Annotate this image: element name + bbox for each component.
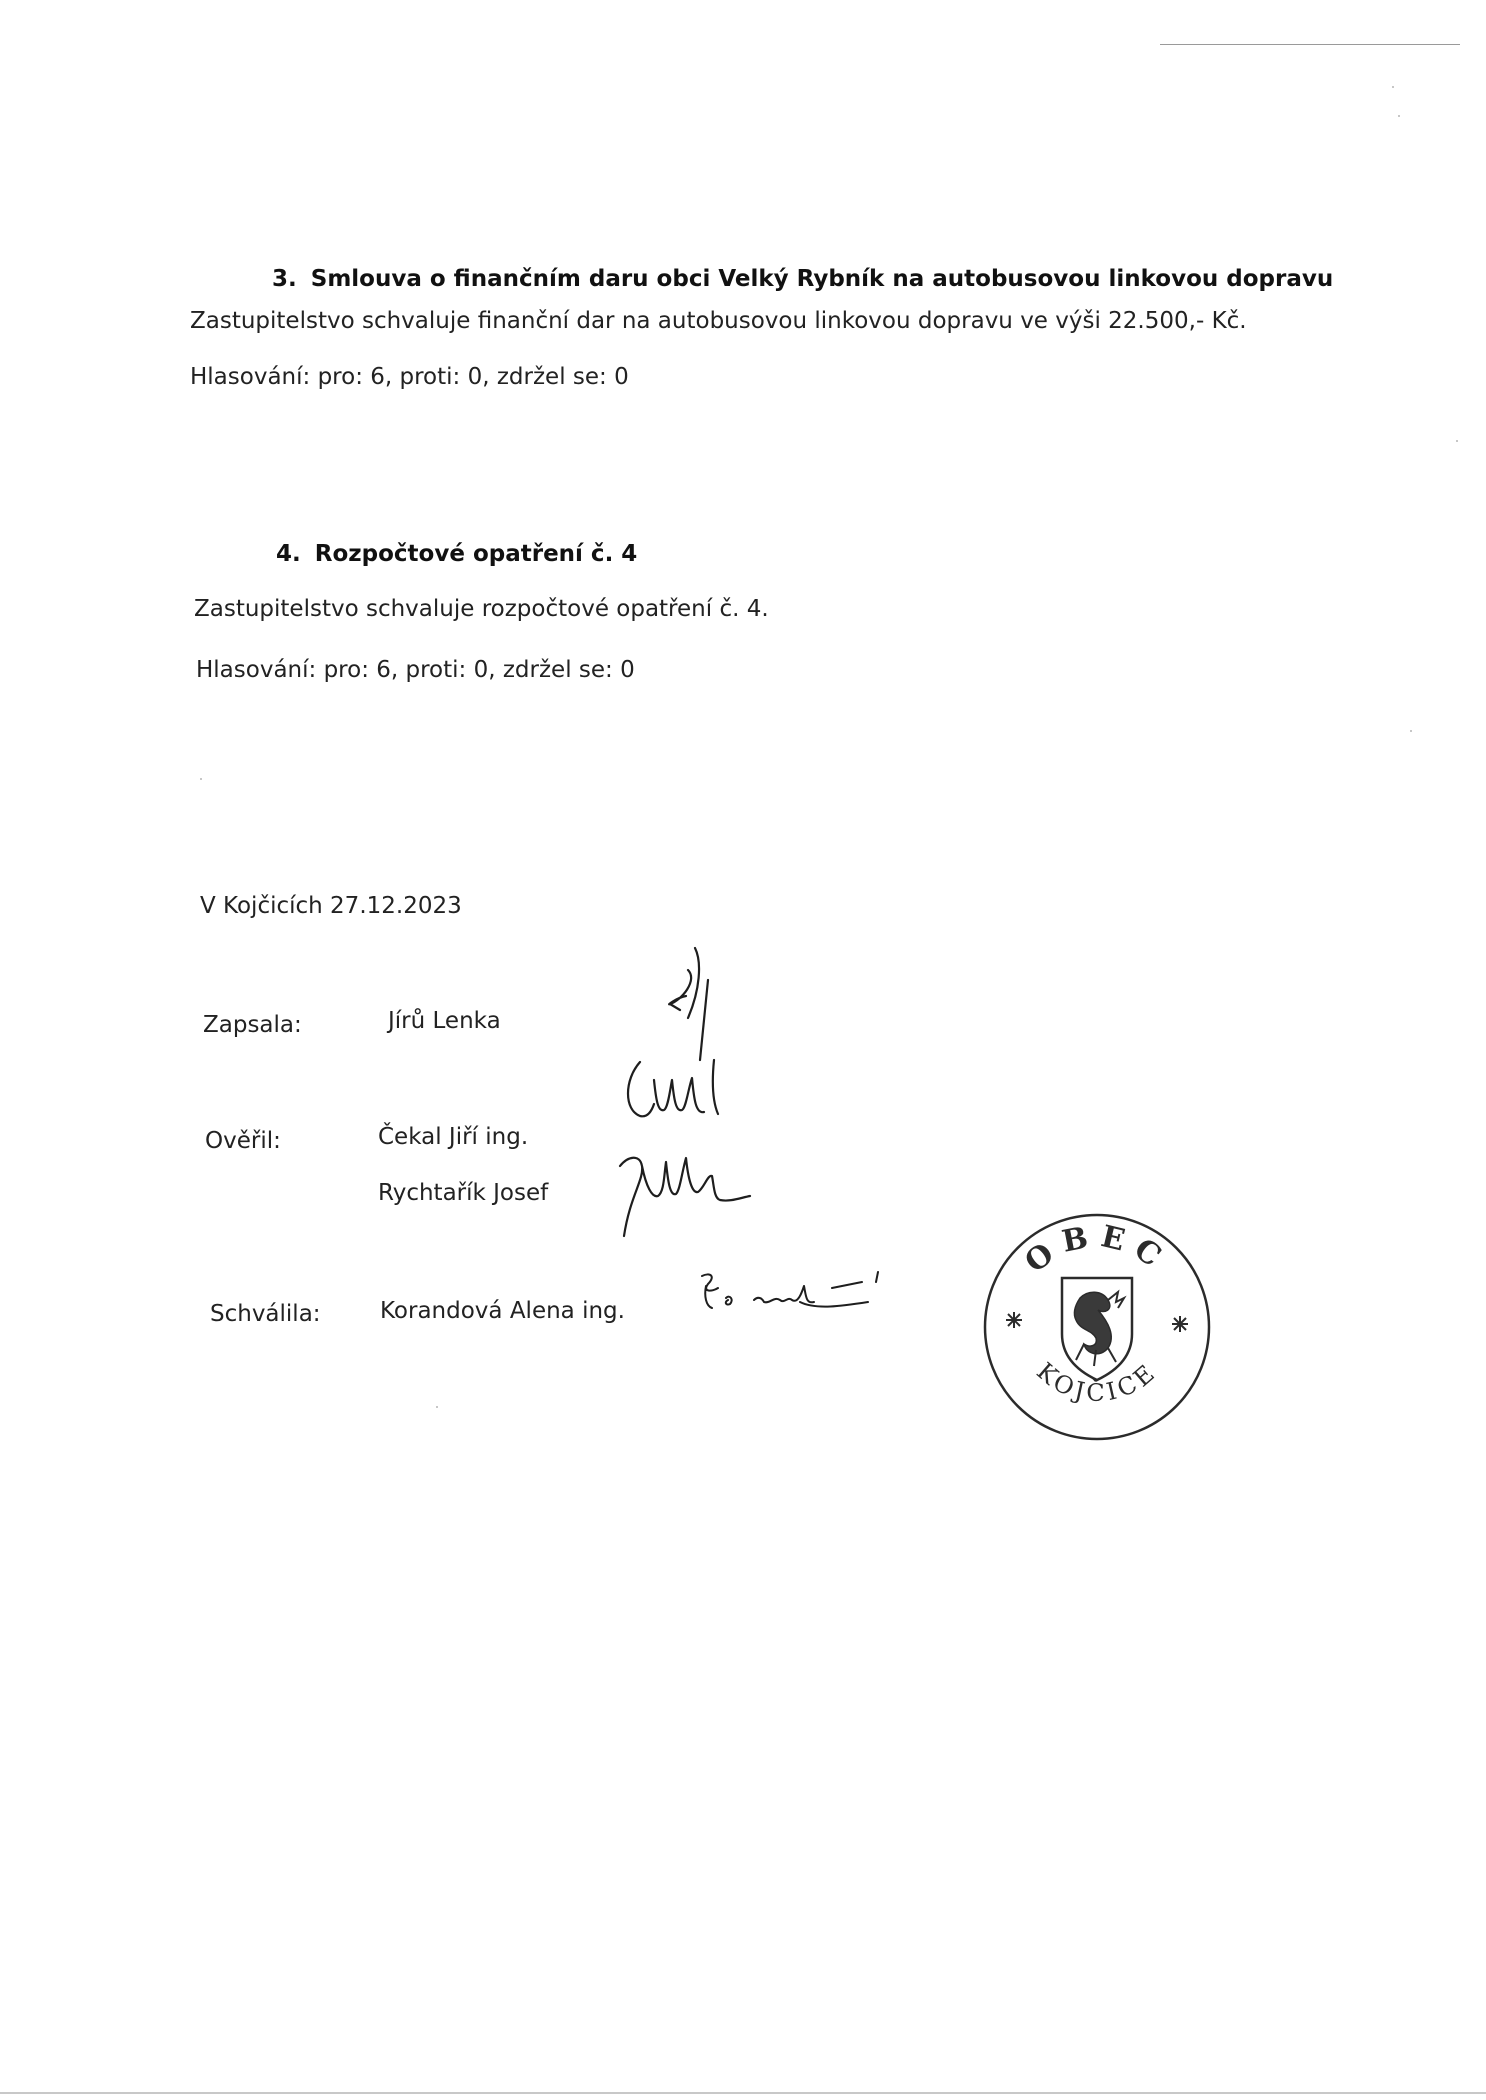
verified-name-1: Čekal Jiří ing. (378, 1124, 529, 1150)
stamp-star-left-icon (1006, 1312, 1022, 1328)
section-3-title: Smlouva o finančním daru obci Velký Rybník na autobusovou linkovou dopravu (310, 266, 1334, 292)
scan-speck (1392, 86, 1394, 88)
municipal-stamp (972, 1202, 1222, 1452)
signature-korandova-icon (692, 1262, 902, 1332)
scan-speck (1410, 730, 1412, 732)
scan-artifact-line (1160, 44, 1460, 45)
section-3-vote: Hlasování: pro: 6, proti: 0, zdržel se: 0 (190, 364, 629, 390)
section-4-vote: Hlasování: pro: 6, proti: 0, zdržel se: 0 (196, 657, 635, 683)
section-4-title: Rozpočtové opatření č. 4 (314, 541, 638, 567)
stamp-top-textpath: OBEC (1018, 1218, 1176, 1281)
stamp-top-text (1019, 1219, 1176, 1281)
section-4-number: 4. (276, 541, 301, 567)
signature-cekal-icon (618, 1040, 738, 1130)
scan-speck (1398, 115, 1400, 117)
scan-speck (436, 1406, 438, 1408)
signature-rychtarik-icon (600, 1136, 760, 1246)
section-3-heading (272, 266, 1333, 292)
section-3-resolution: Zastupitelstvo schvaluje finanční dar na autobusovou linkovou dopravu ve výši 22.500,- Kč. (190, 308, 1247, 334)
place-date: V Kojčicích 27.12.2023 (200, 893, 462, 919)
stamp-bottom-text (1031, 1357, 1162, 1407)
verified-name-2: Rychtařík Josef (378, 1180, 549, 1206)
coat-of-arms-lion-icon (1062, 1278, 1132, 1380)
scan-artifact-line (0, 2092, 1486, 2094)
scan-speck (1456, 440, 1458, 442)
stamp-bottom-textpath: KOJČICE (1031, 1357, 1163, 1407)
section-3-number: 3. (272, 266, 297, 292)
section-4-heading (276, 541, 637, 567)
scan-speck (200, 778, 202, 780)
approved-label: Schválila: (210, 1301, 321, 1327)
verified-label: Ověřil: (205, 1128, 281, 1154)
recorded-label: Zapsala: (203, 1012, 302, 1038)
stamp-star-right-icon (1172, 1316, 1188, 1332)
section-4-resolution: Zastupitelstvo schvaluje rozpočtové opatření č. 4. (194, 596, 769, 622)
recorded-name: Jírů Lenka (388, 1008, 501, 1034)
approved-name: Korandová Alena ing. (380, 1298, 625, 1324)
